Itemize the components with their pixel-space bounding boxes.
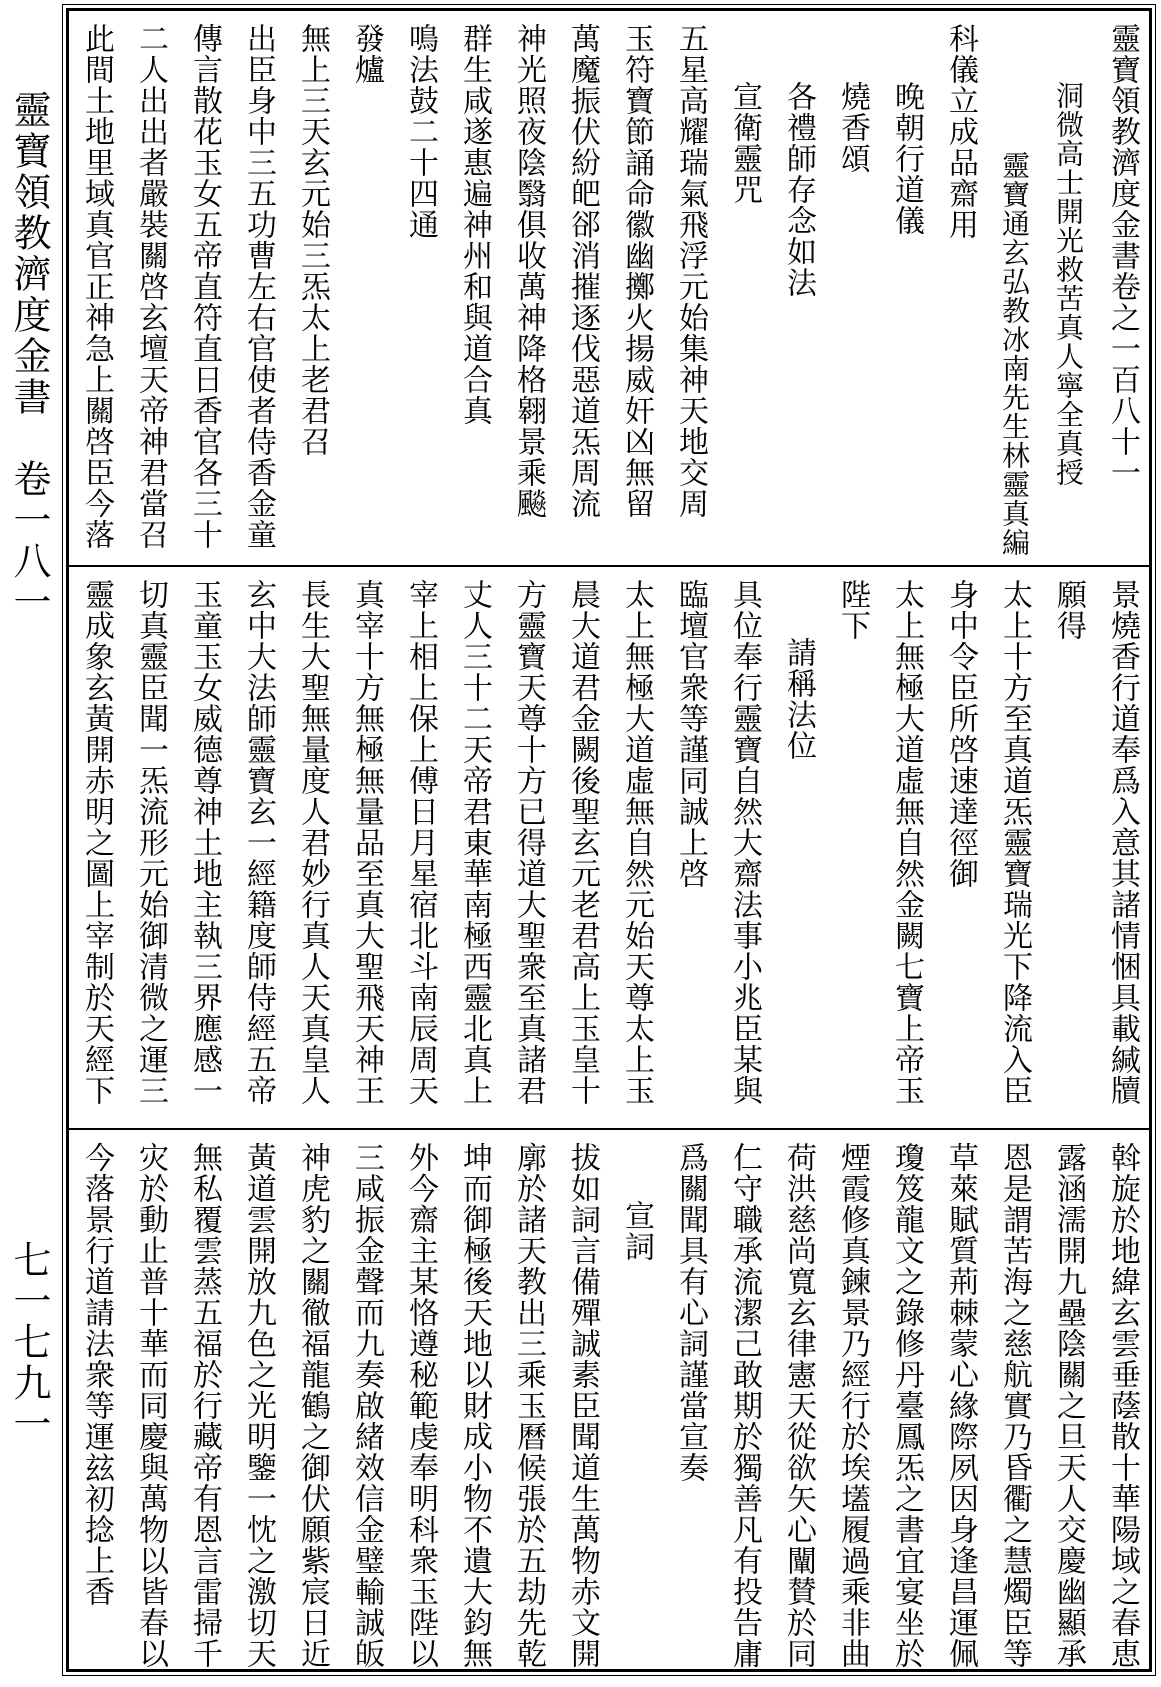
text-column: 神光照夜陰翳俱收萬神降格翱景乘飈 bbox=[511, 23, 546, 519]
page-frame bbox=[66, 8, 1152, 1672]
text-column: 草萊賦質荊棘蒙心緣際夙因身逢昌運佩 bbox=[943, 1142, 978, 1669]
text-column: 身中令臣所啓速達徑御 bbox=[943, 579, 978, 889]
text-column: 玄中大法師靈寶玄一經籍度師侍經五帝 bbox=[241, 579, 276, 1106]
text-column: 黃道雲開放九色之光明鑒一忱之激切天 bbox=[241, 1142, 276, 1669]
text-column: 此間土地里域真官正神急上關啓臣今落 bbox=[79, 23, 114, 550]
text-column: 斡旋於地緯玄雲垂蔭散十華陽域之春恵 bbox=[1105, 1142, 1140, 1669]
text-column: 玉符寶節誦命徽幽擲火揚威奸凶無留 bbox=[619, 23, 654, 519]
text-column: 宣衛靈咒 bbox=[727, 81, 762, 205]
text-column: 鳴法鼓二十四通 bbox=[403, 23, 438, 240]
text-column: 願得 bbox=[1051, 579, 1086, 641]
text-column: 無上三天玄元始三炁太上老君召 bbox=[295, 23, 330, 457]
text-column: 宰上相上保上傅日月星宿北斗南辰周天 bbox=[403, 579, 438, 1106]
text-column: 三咸振金聲而九奏啟緒效信金璧輸誠皈 bbox=[349, 1142, 384, 1669]
text-column: 無私覆雲蒸五福於行藏帝有恩言雷掃千 bbox=[187, 1142, 222, 1669]
text-column: 具位奉行靈寶自然大齋法事小兆臣某與 bbox=[727, 579, 762, 1106]
text-column: 二人出出者嚴裝關啓玄壇天帝神君當召 bbox=[133, 23, 168, 550]
text-column: 長生大聖無量度人君妙行真人天真皇人 bbox=[295, 579, 330, 1106]
text-column: 方靈寶天尊十方已得道大聖衆至真諸君 bbox=[511, 579, 546, 1106]
text-column: 恩是謂苦海之慈航實乃昏衢之慧燭臣等 bbox=[997, 1142, 1032, 1669]
register-top bbox=[69, 11, 1149, 567]
text-column: 晨大道君金闕後聖玄元老君高上玉皇十 bbox=[565, 579, 600, 1106]
text-column: 坤而御極後天地以財成小物不遺大鈞無 bbox=[457, 1142, 492, 1669]
text-column: 宣詞 bbox=[619, 1200, 654, 1262]
text-column: 萬魔振伏紛皅郤消摧逐伐惡道炁周流 bbox=[565, 23, 600, 519]
text-column: 廓於諸天教出三乘玉曆候張於五劫先乾 bbox=[511, 1142, 546, 1669]
text-column: 太上無極大道虛無自然金闕七寶上帝玉 bbox=[889, 579, 924, 1106]
text-column: 太上十方至真道炁靈寶瑞光下降流入臣 bbox=[997, 579, 1032, 1106]
text-column: 爲關聞具有心詞謹當宣奏 bbox=[673, 1142, 708, 1483]
text-column: 洞微高士開光救苦真人寧全真授 bbox=[1052, 81, 1085, 487]
text-column: 切真靈臣聞一炁流形元始御清微之運三 bbox=[133, 579, 168, 1106]
text-column: 陛下 bbox=[835, 579, 870, 641]
margin-book-title: 靈寶領教濟度金書 卷一八一 bbox=[7, 90, 51, 623]
text-column: 拔如詞言備殫誠素臣聞道生萬物赤文開 bbox=[565, 1142, 600, 1669]
text-column: 丈人三十二天帝君東華南極西靈北真上 bbox=[457, 579, 492, 1106]
register-middle bbox=[69, 567, 1149, 1130]
text-column: 煙霞修真鍊景乃經行於埃壒履過乘非曲 bbox=[835, 1142, 870, 1669]
text-column: 景燒香行道奉爲入意其諸情悃具載緘牘 bbox=[1105, 579, 1140, 1106]
text-column: 臨壇官衆等謹同誠上啓 bbox=[673, 579, 708, 889]
text-column: 傳言散花玉女五帝直符直日香官各三十 bbox=[187, 23, 222, 550]
text-column: 荷洪慈尚寬玄律憲天從欲矢心闡賛於同 bbox=[781, 1142, 816, 1669]
text-column: 神虎豹之關徹福龍鶴之御伏願紫宸日近 bbox=[295, 1142, 330, 1669]
text-column: 晚朝行道儀 bbox=[889, 81, 924, 236]
text-column: 燒香頌 bbox=[835, 81, 870, 174]
text-column: 五星高耀瑞氣飛浮元始集神天地交周 bbox=[673, 23, 708, 519]
register-bottom bbox=[69, 1130, 1149, 1669]
text-column: 真宰十方無極無量品至真大聖飛天神王 bbox=[349, 579, 384, 1106]
text-column: 露涵濡開九壘陰關之旦天人交慶幽顯承 bbox=[1051, 1142, 1086, 1669]
text-column: 外今齋主某恪遵秘範虔奉明科衆玉陛以 bbox=[403, 1142, 438, 1669]
text-column: 各禮師存念如法 bbox=[781, 81, 816, 298]
text-column: 科儀立成品齋用 bbox=[943, 23, 978, 240]
text-column: 仁守職承流潔己敢期於獨善凡有投告庸 bbox=[727, 1142, 762, 1669]
text-column: 發爐 bbox=[349, 23, 384, 85]
text-column: 靈寶通玄弘教冰南先生林靈真編 bbox=[998, 151, 1031, 557]
text-column: 玉童玉女威德尊神土地主執三界應感一 bbox=[187, 579, 222, 1106]
text-column: 請稱法位 bbox=[781, 637, 816, 761]
text-column: 太上無極大道虛無自然元始天尊太上玉 bbox=[619, 579, 654, 1106]
margin-page-number: 七一七九一 bbox=[7, 1240, 51, 1445]
text-column: 靈寶領教濟度金書卷之一百八十一 bbox=[1105, 23, 1140, 488]
text-column: 灾於動止普十華而同慶與萬物以皆春以 bbox=[133, 1142, 168, 1669]
text-column: 群生咸遂惠遍神州和與道合真 bbox=[457, 23, 492, 426]
text-column: 靈成象玄黃開赤明之圖上宰制於天經下 bbox=[79, 579, 114, 1106]
text-column: 今落景行道請法衆等運玆初捻上香 bbox=[79, 1142, 114, 1607]
text-column: 瓊笈龍文之錄修丹臺鳳炁之書宜宴坐於 bbox=[889, 1142, 924, 1669]
text-column: 出臣身中三五功曹左右官使者侍香金童 bbox=[241, 23, 276, 550]
